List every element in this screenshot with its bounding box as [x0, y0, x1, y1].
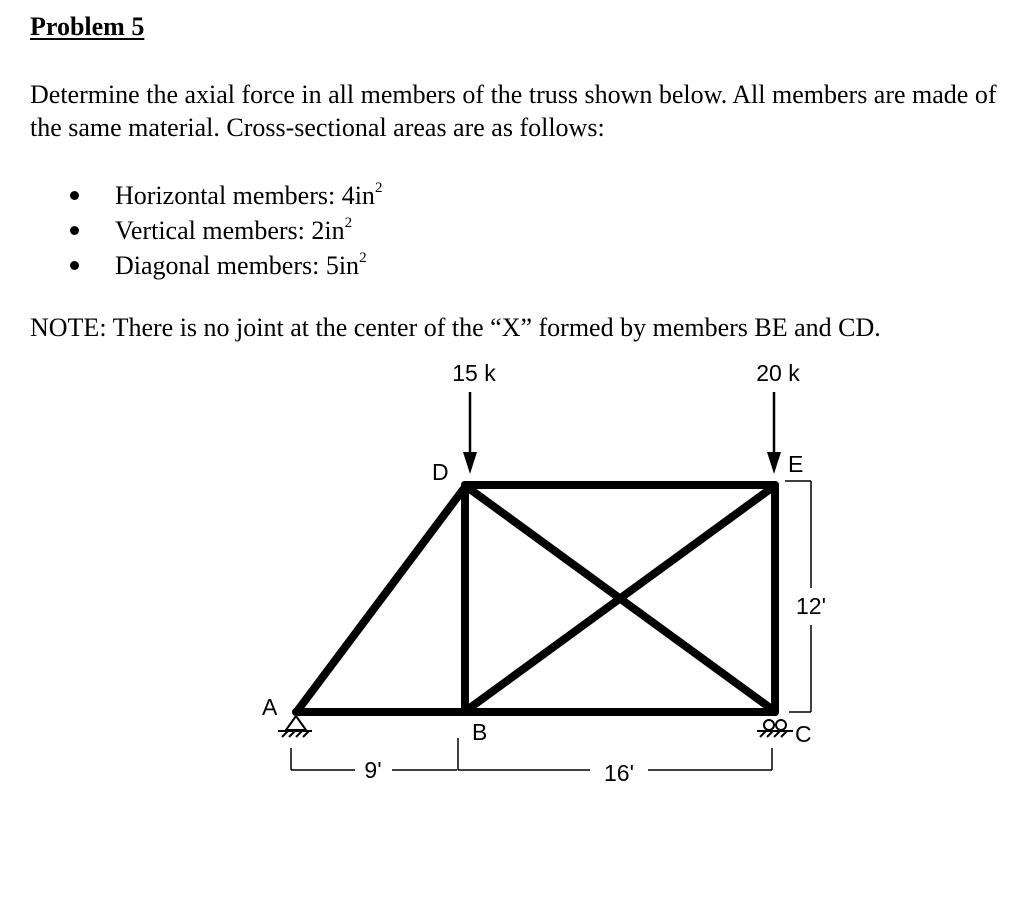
joint-label-a: A: [262, 694, 278, 720]
vertical-area-text: Vertical members: $2in^2$: [115, 215, 353, 245]
joint-label-c: C: [795, 721, 812, 747]
load-arrow-d-icon: [463, 392, 477, 474]
load-label-d: 15 k: [452, 360, 496, 386]
joint-label-d: D: [432, 459, 449, 485]
load-label-e: 20 k: [756, 360, 800, 386]
diagonal-area-text: Diagonal members: $5in^2$: [115, 250, 367, 280]
roller-support-icon: [757, 720, 793, 737]
load-arrow-e-icon: [767, 392, 781, 474]
problem-title: Problem 5: [30, 12, 145, 41]
dimension-lines: [291, 481, 811, 770]
joint-label-e: E: [788, 451, 804, 477]
note-text: NOTE: There is no joint at the center of the “X” formed by members BE and CD.: [30, 313, 881, 342]
dimension-label-bc: 16': [604, 760, 634, 786]
problem-statement: Determine the axial force in all members of the truss shown below. All members are made of the same material. Cross-sectional areas are as follows:: [30, 80, 997, 142]
joint-label-b: B: [472, 719, 488, 745]
member-ad: [298, 487, 465, 710]
dimension-label-ab: 9': [364, 757, 382, 783]
dimension-label-height: 12': [796, 593, 826, 619]
horizontal-area-text: Horizontal members: $4in^2$: [115, 180, 383, 210]
pin-support-icon: [278, 716, 312, 737]
